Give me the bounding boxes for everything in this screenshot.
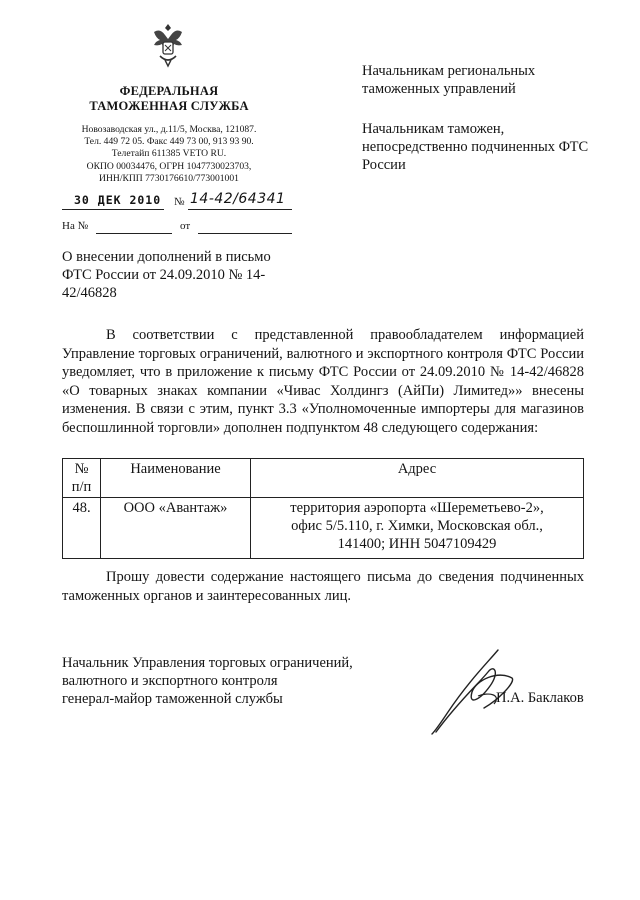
contact-inn: ИНН/КПП 7730176610/773001001 bbox=[99, 172, 239, 184]
org-line-2: ТАМОЖЕННАЯ СЛУЖБА bbox=[89, 99, 249, 113]
number-field bbox=[188, 193, 292, 210]
letter-subject: О внесении дополнений в письмо ФТС России от 24.09.2010 № 14-42/46828 bbox=[62, 249, 271, 301]
ref-number-label: На № bbox=[62, 220, 89, 232]
recipient-regional: Начальникам региональных таможенных управлений bbox=[362, 63, 536, 97]
ref-date-field bbox=[198, 217, 292, 234]
amendment-table bbox=[62, 458, 584, 559]
table-row bbox=[63, 498, 584, 559]
header-number: № п/п bbox=[63, 459, 101, 498]
contact-teletype: Телетайп 611385 VETO RU. bbox=[111, 148, 227, 160]
recipients-block bbox=[362, 62, 602, 196]
header-name: Наименование bbox=[101, 459, 251, 498]
signatory-name: П.А. Баклаков bbox=[496, 690, 584, 706]
letter-body bbox=[62, 326, 584, 437]
reference-registration bbox=[62, 218, 294, 234]
table-header-row bbox=[63, 459, 584, 498]
date-field bbox=[62, 193, 164, 210]
body-paragraph: В соответствии с представленной правообладателем информацией Управление торговых ограничений, валютного и экспортного контроля ФТС России уведомляет, что в приложение к письму ФТС России от 24.09.2010 № 14-42/46828 «О товарных знаках компании «Чивас Холдингз (АйПи) Лимитед»» внесены изменения. В связи с этим, пункт 3.3 «Уполномоченные импортеры для магазинов беспошлинной торговли» дополнен подпунктом 48 следующего содержания: bbox=[62, 327, 584, 436]
signatory-title bbox=[62, 654, 392, 708]
recipient-customs: Начальникам таможен, непосредственно подчиненных ФТС России bbox=[362, 121, 589, 173]
cell-number: 48. bbox=[63, 498, 101, 559]
date-value: 30 ДЕК 2010 bbox=[74, 193, 162, 207]
organization-name bbox=[62, 84, 276, 114]
request-paragraph: Прошу довести содержание настоящего письма до сведения подчиненных таможенных органов и заинтересованных лиц. bbox=[62, 569, 584, 604]
number-label: № bbox=[174, 196, 185, 208]
contact-address: Новозаводская ул., д.11/5, Москва, 121087. bbox=[81, 124, 257, 135]
request-block bbox=[62, 568, 584, 605]
ref-date-label: от bbox=[180, 220, 191, 232]
outgoing-registration bbox=[62, 191, 294, 210]
contact-okpo: ОКПО 00034476, ОГРН 1047730023703, bbox=[86, 160, 252, 172]
header-address: Адрес bbox=[251, 459, 584, 498]
signatory-title-line: валютного и экспортного контроля bbox=[62, 673, 278, 689]
cell-name: ООО «Авантаж» bbox=[101, 498, 251, 559]
number-value: 14-42/64341 bbox=[190, 191, 286, 207]
coat-of-arms-icon bbox=[148, 20, 188, 68]
org-line-1: ФЕДЕРАЛЬНАЯ bbox=[119, 84, 219, 98]
signatory-title-line: генерал-майор таможенной службы bbox=[62, 691, 283, 707]
cell-address: территория аэропорта «Шереметьево-2», офис 5/5.110, г. Химки, Московская обл., 141400; ИНН 5047109429 bbox=[251, 498, 584, 559]
signatory-title-line: Начальник Управления торговых ограничений, bbox=[62, 655, 353, 671]
contact-phone: Тел. 449 72 05. Факс 449 73 00, 913 93 90. bbox=[84, 136, 254, 148]
ref-number-field bbox=[96, 217, 172, 234]
org-contacts bbox=[62, 124, 276, 185]
